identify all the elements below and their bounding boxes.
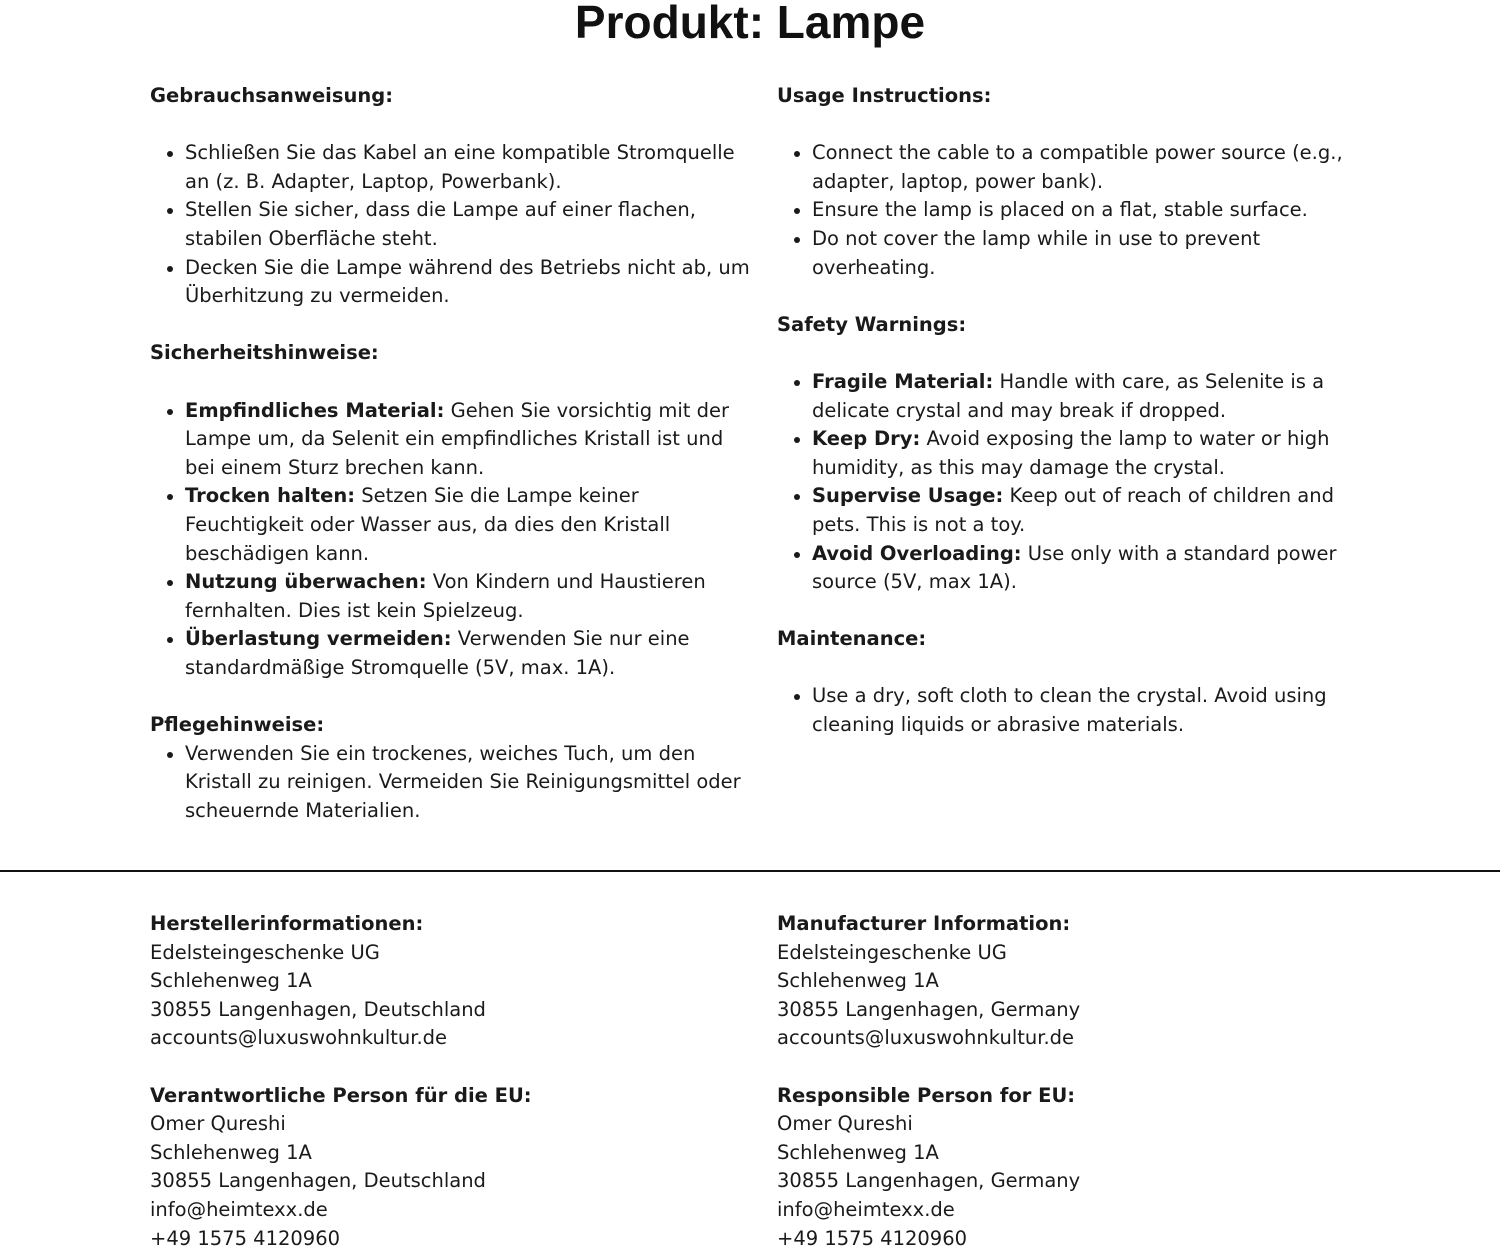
warning-text: Verwenden Sie nur eine standardmäßige Stromquelle (5V, max. 1A). xyxy=(185,627,690,679)
care-list xyxy=(777,682,1377,739)
phone-number: +49 1575 4120960 xyxy=(150,1226,341,1250)
usage-list xyxy=(777,139,1377,282)
warning-text: Avoid exposing the lamp to water or high humidity, as this may damage the crystal. xyxy=(812,427,1330,479)
street-address: Schlehenweg 1A xyxy=(777,969,939,993)
street-address: Schlehenweg 1A xyxy=(777,1140,939,1164)
usage-heading: Gebrauchsanweisung: xyxy=(150,84,393,107)
usage-heading: Usage Instructions: xyxy=(777,84,992,107)
warning-text: Gehen Sie vorsichtig mit der Lampe um, da Selenit ein empfindliches Kristall ist und bei einem Sturz brechen kann. xyxy=(185,398,730,479)
list-item xyxy=(777,540,1377,597)
warning-term: Empfindliches Material: xyxy=(185,398,445,422)
list-item: Stellen Sie sicher, dass die Lampe auf einer flachen, stabilen Oberfläche steht. xyxy=(150,196,750,253)
responsible-heading: Verantwortliche Person für die EU: xyxy=(150,1083,532,1107)
city-country: 30855 Langenhagen, Deutschland xyxy=(150,1169,486,1193)
warning-term: Überlastung vermeiden: xyxy=(185,627,452,651)
warning-term: Avoid Overloading: xyxy=(812,541,1022,565)
list-item xyxy=(777,368,1377,425)
care-heading: Maintenance: xyxy=(777,627,927,651)
english-contact-info xyxy=(777,910,1377,1253)
list-item: Do not cover the lamp while in use to prevent overheating. xyxy=(777,225,1377,282)
email-address: info@heimtexx.de xyxy=(777,1197,955,1221)
street-address: Schlehenweg 1A xyxy=(150,1140,312,1164)
company-name: Edelsteingeschenke UG xyxy=(777,940,1007,964)
list-item xyxy=(777,482,1377,539)
person-name: Omer Qureshi xyxy=(150,1112,286,1136)
german-contact-info xyxy=(150,910,750,1253)
list-item xyxy=(150,625,750,682)
safety-heading: Sicherheitshinweise: xyxy=(150,341,379,365)
warning-text: Handle with care, as Selenite is a delicate crystal and may break if dropped. xyxy=(812,369,1325,422)
warning-term: Fragile Material: xyxy=(812,369,994,393)
warning-text: Use only with a standard power source (5V, max 1A). xyxy=(812,541,1337,594)
warning-text: Setzen Sie die Lampe keiner Feuchtigkeit oder Wasser aus, da dies den Kristall beschädigen kann. xyxy=(185,484,671,565)
warning-term: Supervise Usage: xyxy=(812,484,1004,508)
manufacturer-heading: Herstellerinformationen: xyxy=(150,912,424,935)
warning-term: Nutzung überwachen: xyxy=(185,570,427,594)
list-item: Connect the cable to a compatible power source (e.g., adapter, laptop, power bank). xyxy=(777,139,1377,196)
company-name: Edelsteingeschenke UG xyxy=(150,940,380,964)
manufacturer-heading: Manufacturer Information: xyxy=(777,912,1071,935)
street-address: Schlehenweg 1A xyxy=(150,969,312,993)
city-country: 30855 Langenhagen, Germany xyxy=(777,997,1081,1021)
page-title: Produkt: Lampe xyxy=(574,0,926,48)
warning-text: Von Kindern und Haustieren fernhalten. Dies ist kein Spielzeug. xyxy=(185,570,706,622)
city-country: 30855 Langenhagen, Deutschland xyxy=(150,997,486,1021)
list-item: Use a dry, soft cloth to clean the crystal. Avoid using cleaning liquids or abrasive materials. xyxy=(777,682,1377,739)
warning-term: Keep Dry: xyxy=(812,427,921,451)
list-item: Ensure the lamp is placed on a flat, stable surface. xyxy=(777,196,1377,225)
list-item: Decken Sie die Lampe während des Betriebs nicht ab, um Überhitzung zu vermeiden. xyxy=(150,254,750,311)
list-item: Schließen Sie das Kabel an eine kompatible Stromquelle an (z. B. Adapter, Laptop, Powerbank). xyxy=(150,139,750,196)
warning-text: Keep out of reach of children and pets. This is not a toy. xyxy=(812,484,1334,536)
care-heading: Pflegehinweise: xyxy=(150,713,325,737)
list-item xyxy=(150,568,750,625)
usage-list xyxy=(150,139,750,311)
safety-heading: Safety Warnings: xyxy=(777,312,967,336)
email-address: accounts@luxuswohnkultur.de xyxy=(150,1026,448,1050)
care-list xyxy=(150,740,750,826)
email-address: info@heimtexx.de xyxy=(150,1197,328,1221)
list-item xyxy=(150,482,750,568)
responsible-heading: Responsible Person for EU: xyxy=(777,1083,1076,1107)
section-divider xyxy=(0,870,1500,872)
city-country: 30855 Langenhagen, Germany xyxy=(777,1169,1081,1193)
warning-term: Trocken halten: xyxy=(185,484,356,508)
german-instructions xyxy=(150,82,750,825)
safety-list xyxy=(150,397,750,683)
person-name: Omer Qureshi xyxy=(777,1112,913,1136)
list-item xyxy=(777,425,1377,482)
email-address: accounts@luxuswohnkultur.de xyxy=(777,1026,1075,1050)
safety-list xyxy=(777,368,1377,597)
list-item: Verwenden Sie ein trockenes, weiches Tuch, um den Kristall zu reinigen. Vermeiden Sie Reinigungsmittel oder scheuernde Materialien. xyxy=(150,740,750,826)
phone-number: +49 1575 4120960 xyxy=(777,1226,968,1250)
list-item xyxy=(150,397,750,483)
english-instructions xyxy=(777,82,1377,740)
